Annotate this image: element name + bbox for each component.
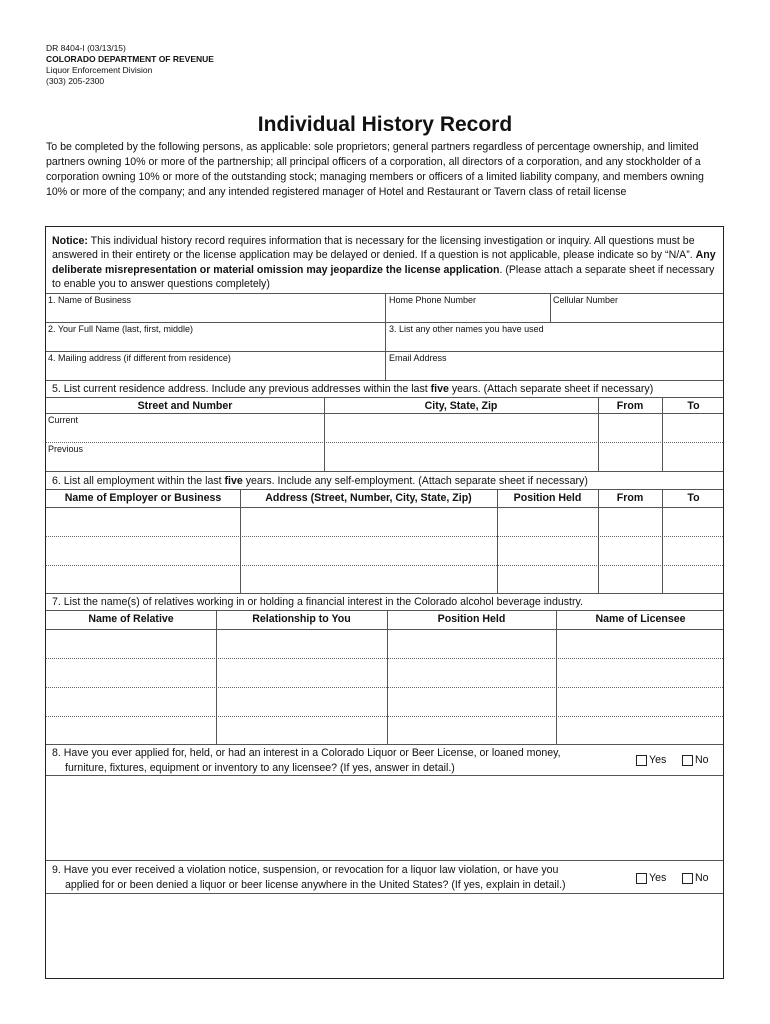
form-id: DR 8404-I (03/13/15): [46, 43, 126, 53]
col-relationship: Relationship to You: [252, 613, 351, 625]
email-field[interactable]: Email Address: [389, 353, 447, 363]
residence-current-row[interactable]: Current: [48, 415, 79, 425]
col-relative-position: Position Held: [437, 613, 506, 625]
q9-no-option[interactable]: No: [682, 872, 709, 885]
form-header: [46, 43, 214, 87]
history-form: [45, 226, 724, 979]
col-relative-name: Name of Relative: [88, 613, 174, 625]
notice-warning: Any deliberate misrepresentation or material omission may jeopardize the license application: [52, 249, 716, 276]
q8-yes-option[interactable]: Yes: [636, 754, 666, 767]
q8-answer-area[interactable]: [46, 776, 723, 860]
q8-yes-checkbox[interactable]: [636, 755, 647, 766]
question-8: 8. Have you ever applied for, held, or had an interest in a Colorado Liquor or Beer License, or loaned money, furniture, fixtures, equipment or inventory to any licensee? (If yes, answer in detail.): [52, 747, 561, 774]
q9-answer-area[interactable]: [46, 894, 723, 978]
other-names-field[interactable]: 3. List any other names you have used: [389, 324, 544, 334]
col-emp-from: From: [616, 492, 644, 504]
notice-label: Notice:: [52, 235, 88, 247]
notice-text-2: . (Please attach a separate sheet if necessary to enable you to answer questions completely): [52, 263, 715, 290]
department-name: COLORADO DEPARTMENT OF REVENUE: [46, 54, 214, 64]
question-9: 9. Have you ever received a violation notice, suspension, or revocation for a liquor law violation, or have you applied for or been denied a liquor or beer license anywhere in the United States? (If yes, explain in detail.): [52, 864, 566, 891]
full-name-field[interactable]: 2. Your Full Name (last, first, middle): [48, 324, 194, 334]
col-position: Position Held: [513, 492, 582, 504]
business-name-field[interactable]: 1. Name of Business: [48, 295, 132, 305]
q8-no-checkbox[interactable]: [682, 755, 693, 766]
mailing-address-field[interactable]: 4. Mailing address (if different from residence): [48, 353, 231, 363]
notice-text-1: This individual history record requires information that is necessary for the licensing investigation or inquiry. All questions must be answered in their entirety or the license application may be delayed or denied. If a question is not applicable, please indicate so by “N/A”.: [52, 235, 696, 262]
residence-previous-row[interactable]: Previous: [48, 444, 84, 454]
q9-no-checkbox[interactable]: [682, 873, 693, 884]
col-address: Address (Street, Number, City, State, Zip): [265, 492, 472, 504]
col-to: To: [687, 400, 700, 412]
notice-box: [52, 234, 720, 291]
col-from: From: [616, 400, 644, 412]
relatives-prompt: 7. List the name(s) of relatives working in or holding a financial interest in the Colorado alcohol beverage industry.: [52, 596, 583, 608]
employment-prompt: 6. List all employment within the last five years. Include any self-employment. (Attach separate sheet if necessary): [52, 475, 588, 487]
col-employer: Name of Employer or Business: [64, 492, 222, 504]
page-title: Individual History Record: [257, 113, 513, 136]
q9-yes-checkbox[interactable]: [636, 873, 647, 884]
home-phone-field[interactable]: Home Phone Number: [389, 295, 477, 305]
col-city: City, State, Zip: [424, 400, 498, 412]
cell-phone-field[interactable]: Cellular Number: [553, 295, 619, 305]
q9-yes-option[interactable]: Yes: [636, 872, 666, 885]
col-emp-to: To: [687, 492, 700, 504]
col-street: Street and Number: [137, 400, 233, 412]
residence-prompt: 5. List current residence address. Include any previous addresses within the last five years. (Attach separate sheet if necessary): [52, 383, 654, 395]
q8-no-option[interactable]: No: [682, 754, 709, 767]
division-phone: (303) 205-2300: [46, 76, 105, 86]
col-licensee: Name of Licensee: [595, 613, 686, 625]
intro-text: To be completed by the following persons, as applicable: sole proprietors; general partners regardless of percentage ownership, and limited partners owning 10% or more of the partnership; all principal officers of a corporation, all directors of a corporation, and any stockholder of a corporation owning 10% or more of the outstanding stock; managing members or officers of a limited liability company, and members owning 10% or more of the company; and any intended registered manager of Hotel and Restaurant or Tavern class of retail license: [46, 141, 704, 198]
division-name: Liquor Enforcement Division: [46, 65, 153, 75]
